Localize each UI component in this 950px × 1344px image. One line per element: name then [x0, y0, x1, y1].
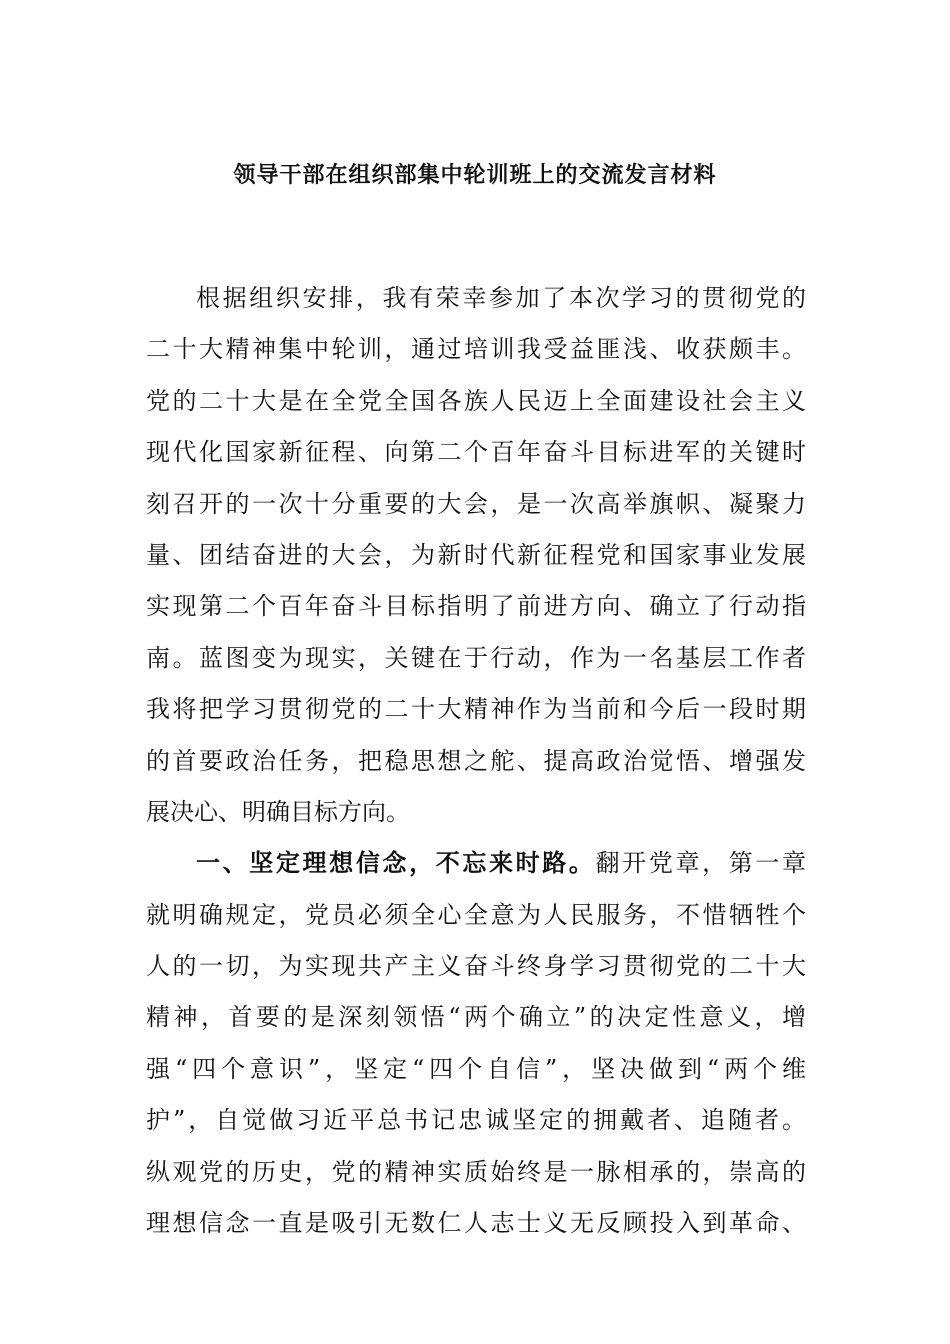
- paragraph-line: 精神，首要的是深刻领悟“两个确立”的决定性意义，增: [146, 1003, 806, 1032]
- paragraph-line: 纵观党的历史，党的精神实质始终是一脉相承的，崇高的: [146, 1157, 806, 1186]
- paragraph-line: 二十大精神集中轮训，通过培训我受益匪浅、收获颇丰。: [146, 335, 806, 364]
- paragraph-line: 南。蓝图变为现实，关键在于行动，作为一名基层工作者: [146, 643, 806, 672]
- paragraph-line: 理想信念一直是吸引无数仁人志士义无反顾投入到革命、: [146, 1209, 806, 1238]
- paragraph-line: 强“四个意识”，坚定“四个自信”，坚决做到“两个维: [146, 1054, 806, 1083]
- paragraph-line: 刻召开的一次十分重要的大会，是一次高举旗帜、凝聚力: [146, 489, 806, 518]
- paragraph-line: 人的一切，为实现共产主义奋斗终身学习贯彻党的二十大: [146, 952, 806, 981]
- section-heading-continuation: 翻开党章，第一章: [595, 849, 807, 878]
- paragraph-line: 护”，自觉做习近平总书记忠诚坚定的拥戴者、追随者。: [146, 1106, 806, 1135]
- document-title: 领导干部在组织部集中轮训班上的交流发言材料: [233, 162, 717, 188]
- paragraph-line: 我将把学习贯彻党的二十大精神作为当前和今后一段时期: [146, 695, 806, 724]
- paragraph-line: 根据组织安排，我有荣幸参加了本次学习的贯彻党的: [196, 284, 806, 312]
- paragraph-line: 量、团结奋进的大会，为新时代新征程党和国家事业发展: [146, 540, 806, 569]
- paragraph-line: 党的二十大是在全党全国各族人民迈上全面建设社会主义: [146, 386, 806, 415]
- paragraph-line: 的首要政治任务，把稳思想之舵、提高政治觉悟、增强发: [146, 746, 806, 775]
- paragraph-line: 现代化国家新征程、向第二个百年奋斗目标进军的关键时: [146, 438, 806, 467]
- section-heading-line: [146, 841, 806, 892]
- paragraph-line: 实现第二个百年奋斗目标指明了前进方向、确立了行动指: [146, 592, 806, 621]
- document-body: [146, 276, 806, 1252]
- paragraph-line: 就明确规定，党员必须全心全意为人民服务，不惜牺牲个: [146, 900, 806, 929]
- section-heading: 一、坚定理想信念，不忘来时路。: [196, 848, 596, 878]
- paragraph-line: 展决心、明确目标方向。: [146, 797, 410, 826]
